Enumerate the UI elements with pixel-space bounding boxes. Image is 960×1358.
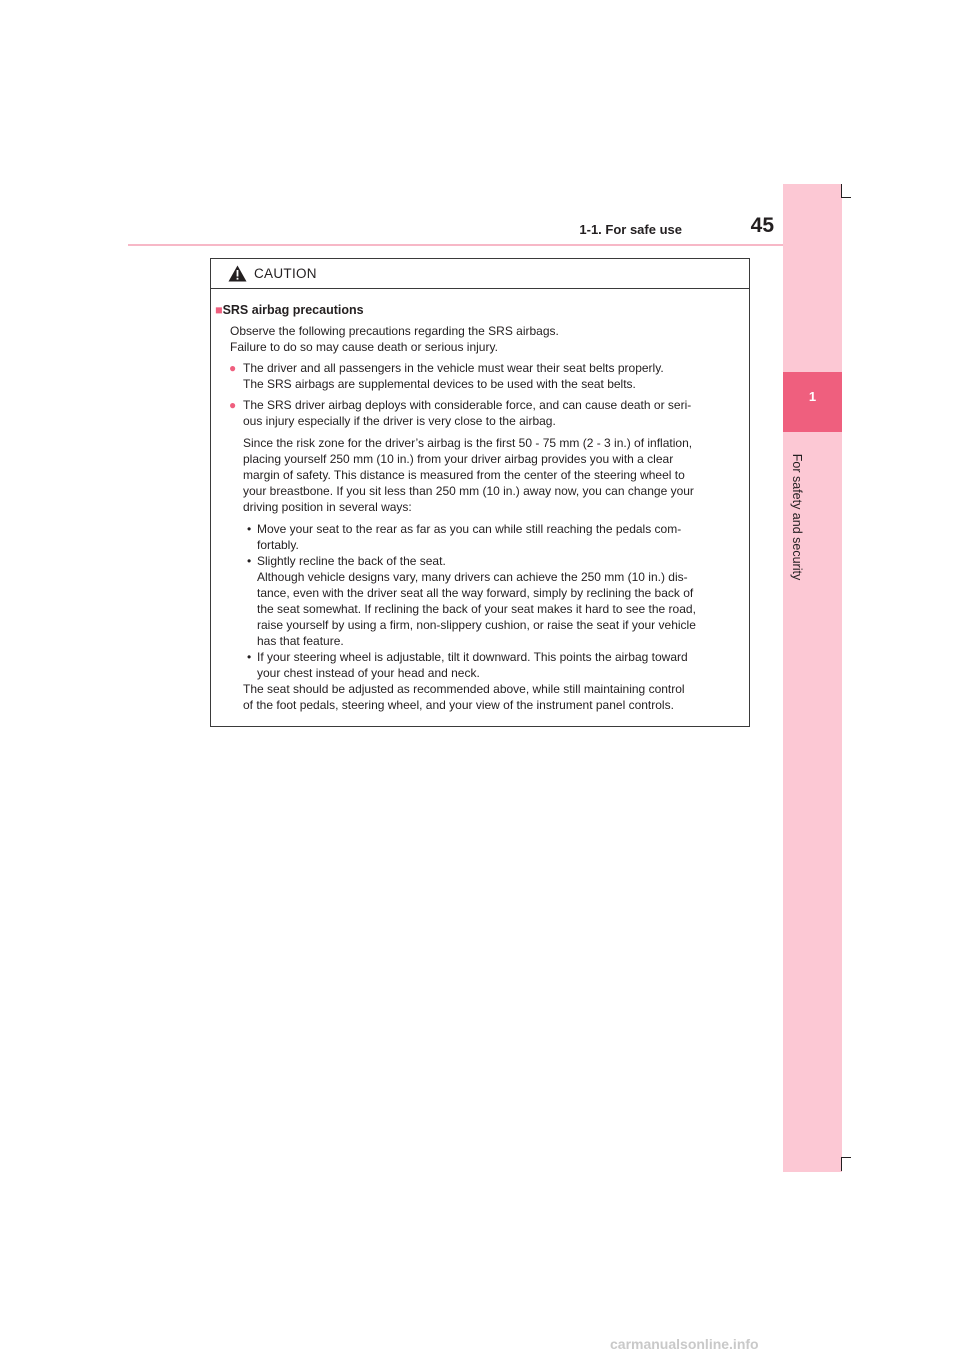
para-line: margin of safety. This distance is measured from the center of the steering wheel to (243, 468, 685, 482)
crop-mark-bottom-tick (841, 1157, 851, 1158)
square-bullet-icon: ■ (215, 303, 223, 317)
bullet1-line: The driver and all passengers in the vehicle must wear their seat belts properly. (243, 361, 664, 375)
para-line: driving position in several ways: (243, 500, 412, 514)
sub1-line: Move your seat to the rear as far as you can while still reaching the pedals com- (257, 522, 682, 536)
section-title: 1-1. For safe use (579, 222, 682, 237)
bullet2-line: The SRS driver airbag deploys with considerable force, and can cause death or seri- (243, 398, 692, 412)
crop-mark-top (841, 184, 842, 198)
caution-heading (215, 302, 364, 318)
intro-line: Failure to do so may cause death or serious injury. (230, 340, 498, 354)
sub3-line: your chest instead of your head and neck. (257, 666, 480, 680)
page-number: 45 (750, 214, 774, 237)
crop-mark-top-tick (841, 197, 851, 198)
sub2-line: the seat somewhat. If reclining the back of your seat makes it hard to see the road, (257, 602, 696, 616)
small-bullet-icon: • (247, 554, 252, 568)
crop-mark-bottom (841, 1157, 842, 1171)
caution-box (210, 258, 750, 727)
intro-line: Observe the following precautions regarding the SRS airbags. (230, 324, 559, 338)
chapter-side-tab (783, 184, 842, 1172)
watermark: carmanualsonline.info (610, 1336, 759, 1352)
para-line: your breastbone. If you sit less than 250 mm (10 in.) away now, you can change your (243, 484, 694, 498)
bullet2-line: ous injury especially if the driver is very close to the airbag. (243, 414, 556, 428)
chapter-label: For safety and security (790, 453, 804, 581)
round-bullet-icon: ● (229, 361, 237, 375)
para-line: placing yourself 250 mm (10 in.) from your driver airbag provides you with a clear (243, 452, 674, 466)
round-bullet-icon: ● (229, 398, 237, 412)
warning-triangle-icon (228, 265, 247, 282)
small-bullet-icon: • (247, 522, 252, 536)
closing-line: of the foot pedals, steering wheel, and your view of the instrument panel controls. (243, 698, 674, 712)
caution-header (211, 259, 749, 289)
small-bullet-icon: • (247, 650, 252, 664)
caution-title: CAUTION (254, 266, 317, 281)
sub2-line: raise yourself by using a firm, non-slippery cushion, or raise the seat if your vehicle (257, 618, 696, 632)
sub2-line: has that feature. (257, 634, 344, 648)
closing-line: The seat should be adjusted as recommended above, while still maintaining control (243, 682, 685, 696)
para-line: Since the risk zone for the driver’s airbag is the first 50 - 75 mm (2 - 3 in.) of inflation, (243, 436, 693, 450)
sub2-line: tance, even with the driver seat all the way forward, simply by reclining the back of (257, 586, 694, 600)
chapter-number: 1 (783, 372, 842, 432)
sub2-line: Although vehicle designs vary, many drivers can achieve the 250 mm (10 in.) dis- (257, 570, 688, 584)
header-rule (128, 244, 842, 246)
sub3-line: If your steering wheel is adjustable, tilt it downward. This points the airbag toward (257, 650, 688, 664)
sub2-line: Slightly recline the back of the seat. (257, 554, 446, 568)
sub1-line: fortably. (257, 538, 299, 552)
bullet1-line: The SRS airbags are supplemental devices to be used with the seat belts. (243, 377, 636, 391)
caution-heading-text: SRS airbag precautions (222, 303, 364, 317)
